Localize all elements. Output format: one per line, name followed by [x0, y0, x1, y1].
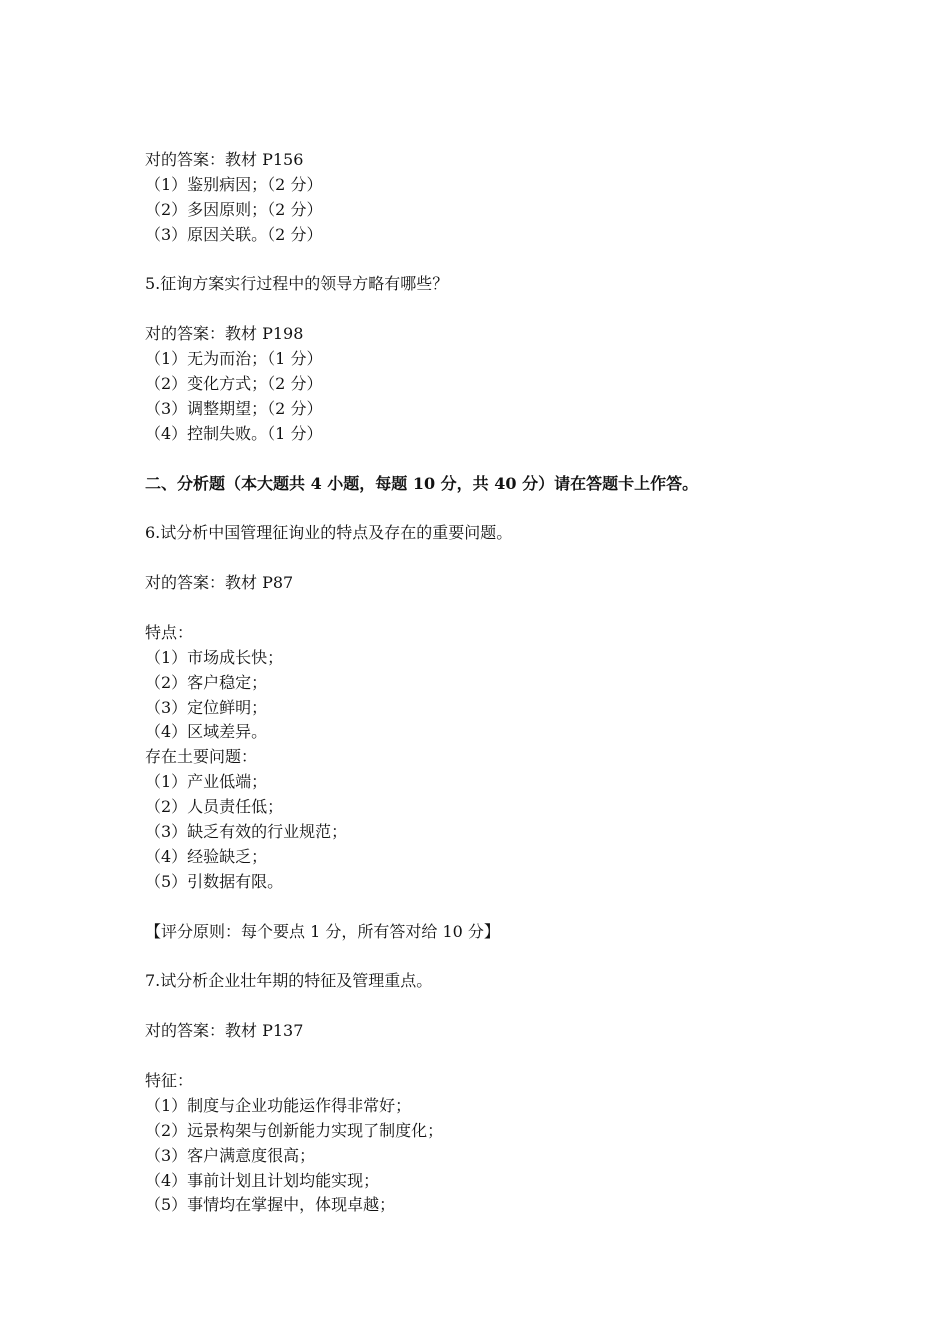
problem-item: （5）引数据有限。: [145, 871, 284, 891]
feature-item: （4）事前计划且计划均能实现；: [145, 1170, 380, 1190]
spacer: [145, 1044, 845, 1069]
spacer: [145, 994, 845, 1019]
answer-point: （3）原因关联。（2 分）: [145, 224, 323, 244]
features-label: 特征：: [145, 1070, 194, 1090]
feature-item: （1）市场成长快；: [145, 647, 284, 667]
answer-header: 对的答案：教材 P156: [145, 150, 304, 169]
answer-point: （3）调整期望；（2 分）: [145, 398, 323, 418]
question-6: 6.试分析中国管理征询业的特点及存在的重要问题。: [145, 523, 513, 543]
spacer: [145, 297, 845, 322]
answer-header: 对的答案：教材 P87: [145, 573, 294, 593]
feature-item: （3）定位鲜明；: [145, 697, 268, 717]
spacer: [145, 447, 845, 472]
feature-item: （2）客户稳定；: [145, 672, 268, 692]
spacer: [145, 945, 845, 970]
spacer: [145, 496, 845, 521]
question-7: 7.试分析企业壮年期的特征及管理重点。: [145, 971, 433, 991]
document-page: [145, 148, 845, 1218]
problem-item: （4）经验缺乏；: [145, 846, 268, 866]
answer-header: 对的答案：教材 P137: [145, 1021, 304, 1041]
spacer: [145, 546, 845, 571]
answer-point: （2）变化方式；（2 分）: [145, 374, 323, 394]
spacer: [145, 596, 845, 621]
feature-item: （3）客户满意度很高；: [145, 1145, 316, 1165]
answer-point: （1）无为而治；（1 分）: [145, 349, 323, 369]
problem-item: （2）人员责任低；: [145, 797, 284, 817]
feature-item: （4）区域差异。: [145, 722, 268, 742]
scoring-rule: 【评分原则：每个要点 1 分，所有答对给 10 分】: [145, 921, 500, 941]
answer-point: （2）多因原则；（2 分）: [145, 199, 323, 219]
section-heading: 二、分析题（本大题共 4 小题，每题 10 分，共 40 分）请在答题卡上作答。: [145, 473, 699, 493]
answer-point: （1）鉴别病因；（2 分）: [145, 174, 323, 194]
spacer: [145, 248, 845, 273]
problem-item: （3）缺乏有效的行业规范；: [145, 822, 348, 842]
spacer: [145, 895, 845, 920]
answer-header: 对的答案：教材 P198: [145, 324, 304, 344]
problem-item: （1）产业低端；: [145, 772, 268, 792]
problems-label: 存在土要问题：: [145, 747, 258, 767]
feature-item: （1）制度与企业功能运作得非常好；: [145, 1095, 412, 1115]
answer-point: （4）控制失败。（1 分）: [145, 423, 323, 443]
features-label: 特点：: [145, 622, 194, 642]
feature-item: （2）远景构架与创新能力实现了制度化；: [145, 1120, 444, 1140]
question-5: 5.征询方案实行过程中的领导方略有哪些？: [145, 274, 449, 294]
feature-item: （5）事情均在掌握中，体现卓越；: [145, 1195, 396, 1215]
